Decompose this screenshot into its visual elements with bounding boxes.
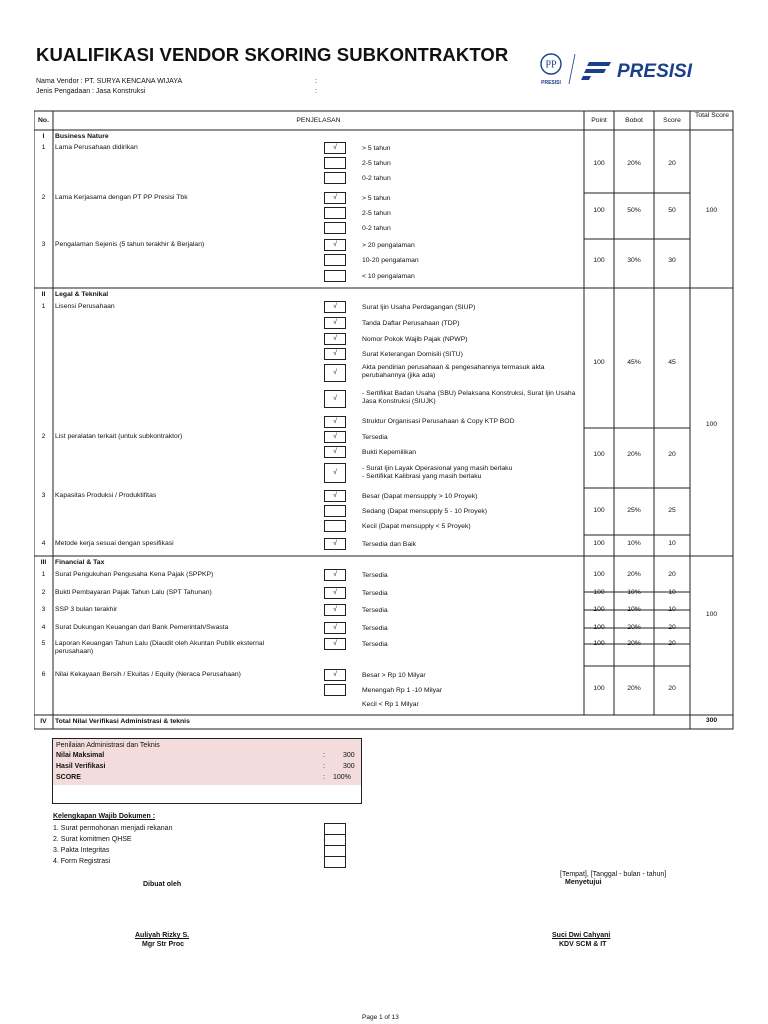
point-value: 100 bbox=[593, 451, 605, 458]
checkbox[interactable] bbox=[324, 207, 346, 219]
option-label: Tersedia bbox=[362, 607, 388, 614]
page-title: KUALIFIKASI VENDOR SKORING SUBKONTRAKTOR bbox=[36, 44, 509, 65]
section-total: 100 bbox=[705, 611, 718, 618]
section-no: I bbox=[42, 133, 45, 140]
checkbox[interactable]: √ bbox=[324, 490, 346, 502]
criterion-label: Surat Pengukuhan Pengusaha Kena Pajak (SPPKP) bbox=[55, 571, 214, 578]
section-label: Financial & Tax bbox=[55, 559, 105, 566]
option-label: Sedang (Dapat mensupply 5 - 10 Proyek) bbox=[362, 508, 488, 515]
option-label: Tersedia bbox=[362, 434, 388, 441]
criterion-no: 1 bbox=[41, 571, 46, 578]
checkbox[interactable]: √ bbox=[324, 301, 346, 313]
header-score: Score bbox=[663, 117, 681, 124]
checkbox[interactable]: √ bbox=[324, 142, 346, 154]
score-value: 20 bbox=[668, 685, 676, 692]
option-label: 0-2 tahun bbox=[362, 225, 391, 232]
right-signer-name: Suci Dwi Cahyani bbox=[552, 932, 611, 939]
bobot-value: 30% bbox=[627, 257, 641, 264]
option-label: Kecil (Dapat mensupply < 5 Proyek) bbox=[362, 523, 471, 530]
option-label: Besar > Rp 10 Milyar bbox=[362, 672, 426, 679]
checkbox[interactable] bbox=[324, 270, 346, 282]
criterion-no: 1 bbox=[41, 144, 46, 151]
document-item: 4. Form Registrasi bbox=[53, 858, 111, 865]
criterion-label: Surat Dukungan Keuangan dari Bank Pemerintah/Swasta bbox=[55, 624, 229, 631]
max-score-label: Nilai Maksimal bbox=[56, 752, 105, 759]
point-value: 100 bbox=[593, 571, 605, 578]
bobot-value: 10% bbox=[627, 540, 641, 547]
checkbox[interactable]: √ bbox=[324, 538, 346, 550]
made-by-label: Dibuat oleh bbox=[143, 881, 182, 888]
vendor-name: Nama Vendor : PT. SURYA KENCANA WIJAYA bbox=[36, 78, 183, 85]
criterion-label: Laporan Keuangan Tahun Lalu (Diaudit oleh Akuntan Publik eksternal perusahaan) bbox=[55, 640, 265, 655]
option-label: Kecil < Rp 1 Milyar bbox=[362, 701, 419, 708]
section-label: Business Nature bbox=[55, 133, 109, 140]
point-value: 100 bbox=[593, 507, 605, 514]
criterion-label: Pengalaman Sejenis (5 tahun terakhir & Berjalan) bbox=[55, 241, 205, 248]
bobot-value: 20% bbox=[627, 685, 641, 692]
point-value: 100 bbox=[593, 207, 605, 214]
checkbox[interactable] bbox=[324, 254, 346, 266]
checkbox[interactable] bbox=[324, 684, 346, 696]
checkbox[interactable]: √ bbox=[324, 317, 346, 329]
section-label: Legal & Teknikal bbox=[55, 291, 109, 298]
checkbox[interactable] bbox=[324, 157, 346, 169]
criterion-label: SSP 3 bulan terakhir bbox=[55, 606, 118, 613]
option-label: Tersedia dan Baik bbox=[362, 541, 417, 548]
criterion-label: Metode kerja sesuai dengan spesifikasi bbox=[55, 540, 174, 547]
option-label: - Surat Ijin Layak Operasional yang masih berlaku - Sertifikat Kalibrasi yang masih berlaku bbox=[362, 465, 513, 480]
procurement-type: Jenis Pengadaan : Jasa Konstruksi bbox=[36, 88, 146, 95]
point-value: 100 bbox=[593, 606, 605, 613]
option-label: Surat Ijin Usaha Perdagangan (SIUP) bbox=[362, 304, 476, 311]
section-no: III bbox=[40, 559, 47, 566]
option-label: Tersedia bbox=[362, 625, 388, 632]
score-value: 20 bbox=[668, 160, 676, 167]
pp-caption: PRESISI bbox=[541, 80, 561, 86]
place-date: [Tempat], [Tanggal - bulan - tahun] bbox=[560, 871, 667, 878]
criterion-no: 2 bbox=[41, 589, 46, 596]
checkbox[interactable]: √ bbox=[324, 604, 346, 616]
option-label: 2-5 tahun bbox=[362, 160, 391, 167]
section-total: 100 bbox=[705, 421, 718, 428]
option-label: 0-2 tahun bbox=[362, 175, 391, 182]
scoring-table bbox=[34, 110, 734, 730]
header-point: Point bbox=[591, 117, 607, 124]
company-logo bbox=[533, 52, 733, 92]
score-value: 20 bbox=[668, 624, 676, 631]
criterion-no: 3 bbox=[41, 241, 46, 248]
option-label: > 5 tahun bbox=[362, 145, 391, 152]
document-item: 2. Surat komitmen QHSE bbox=[53, 836, 132, 843]
score-value: 25 bbox=[668, 507, 676, 514]
criterion-no: 5 bbox=[41, 640, 46, 647]
vendor-colon: : bbox=[315, 78, 317, 85]
score-value: 50 bbox=[668, 207, 676, 214]
right-signer-role: KDV SCM & IT bbox=[559, 941, 607, 948]
score-value: 20 bbox=[668, 451, 676, 458]
verification-colon: : bbox=[323, 763, 325, 770]
grand-total-label: Total Nilai Verifikasi Administrasi & teknis bbox=[55, 718, 190, 725]
point-value: 100 bbox=[593, 589, 605, 596]
criterion-no: 2 bbox=[41, 194, 46, 201]
pp-mark: PP bbox=[545, 59, 557, 71]
criterion-label: List peralatan terkait (untuk subkontraktor) bbox=[55, 433, 183, 440]
option-label: > 20 pengalaman bbox=[362, 242, 415, 249]
score-value: 10 bbox=[668, 540, 676, 547]
checkbox[interactable] bbox=[324, 520, 346, 532]
checkbox[interactable] bbox=[324, 505, 346, 517]
procurement-colon: : bbox=[315, 88, 317, 95]
checkbox[interactable]: √ bbox=[324, 463, 346, 483]
document-item: 1. Surat permohonan menjadi rekanan bbox=[53, 825, 173, 832]
bobot-value: 10% bbox=[627, 589, 641, 596]
criterion-label: Lama Kerjasama dengan PT PP Presisi Tbk bbox=[55, 194, 188, 201]
criterion-no: 1 bbox=[41, 303, 46, 310]
option-label: - Sertifikat Badan Usaha (SBU) Pelaksana Konstruksi, Surat Ijin Usaha Jasa Konstruksi (SIUJK) bbox=[362, 390, 576, 405]
point-value: 100 bbox=[593, 540, 605, 547]
pp-logo-icon bbox=[533, 52, 733, 92]
section-no: II bbox=[41, 291, 46, 298]
page-number: Page 1 of 13 bbox=[362, 1014, 399, 1021]
checkbox[interactable]: √ bbox=[324, 446, 346, 458]
bobot-value: 10% bbox=[627, 606, 641, 613]
option-label: Struktur Organisasi Perusahaan & Copy KTP BOD bbox=[362, 418, 515, 425]
criterion-no: 3 bbox=[41, 492, 46, 499]
option-label: 2-5 tahun bbox=[362, 210, 391, 217]
bobot-value: 20% bbox=[627, 624, 641, 631]
bobot-value: 20% bbox=[627, 451, 641, 458]
max-score-colon: : bbox=[323, 752, 325, 759]
checkbox[interactable]: √ bbox=[324, 239, 346, 251]
document-item: 3. Pakta Integritas bbox=[53, 847, 110, 854]
assessment-summary bbox=[52, 738, 362, 804]
criterion-label: Lisensi Perusahaan bbox=[55, 303, 115, 310]
option-label: Nomor Pokok Wajib Pajak (NPWP) bbox=[362, 336, 468, 343]
point-value: 100 bbox=[593, 160, 605, 167]
point-value: 100 bbox=[593, 685, 605, 692]
checkbox[interactable]: √ bbox=[324, 569, 346, 581]
criterion-no: 3 bbox=[41, 606, 46, 613]
criterion-label: Nilai Kekayaan Bersih / Ekuitas / Equity (Neraca Perusahaan) bbox=[55, 671, 241, 678]
checkbox[interactable]: √ bbox=[324, 669, 346, 681]
checkbox[interactable]: √ bbox=[324, 431, 346, 443]
criterion-no: 2 bbox=[41, 433, 46, 440]
checkbox[interactable]: √ bbox=[324, 364, 346, 382]
point-value: 100 bbox=[593, 624, 605, 631]
option-label: > 5 tahun bbox=[362, 195, 391, 202]
option-label: 10-20 pengalaman bbox=[362, 257, 419, 264]
checkbox[interactable]: √ bbox=[324, 638, 346, 650]
option-label: Surat Keterangan Domisili (SITU) bbox=[362, 351, 463, 358]
option-label: Tersedia bbox=[362, 641, 388, 648]
criterion-no: 4 bbox=[41, 624, 46, 631]
checkbox[interactable]: √ bbox=[324, 587, 346, 599]
bobot-value: 20% bbox=[627, 640, 641, 647]
max-score-value: 300 bbox=[343, 752, 355, 759]
documents-title: Kelengkapan Wajib Dokumen : bbox=[53, 813, 156, 820]
score-label: SCORE bbox=[56, 774, 81, 781]
bobot-value: 50% bbox=[627, 207, 641, 214]
option-label: Tanda Daftar Perusahaan (TDP) bbox=[362, 320, 460, 327]
document-checkbox[interactable] bbox=[324, 856, 346, 868]
section-no: IV bbox=[40, 718, 47, 725]
checkbox[interactable]: √ bbox=[324, 333, 346, 345]
bobot-value: 25% bbox=[627, 507, 641, 514]
option-label: Tersedia bbox=[362, 590, 388, 597]
option-label: Besar (Dapat mensupply > 10 Proyek) bbox=[362, 493, 478, 500]
score-value: 10 bbox=[668, 606, 676, 613]
option-label: < 10 pengalaman bbox=[362, 273, 415, 280]
option-label: Bukti Kepemilikan bbox=[362, 449, 417, 456]
criterion-label: Bukti Pembayaran Pajak Tahun Lalu (SPT Tahunan) bbox=[55, 589, 212, 596]
criterion-label: Kapasitas Produksi / Produktifitas bbox=[55, 492, 157, 499]
approved-by-label: Menyetujui bbox=[565, 879, 602, 886]
point-value: 100 bbox=[593, 257, 605, 264]
checkbox[interactable] bbox=[324, 222, 346, 234]
point-value: 100 bbox=[593, 359, 605, 366]
score-value: 20 bbox=[668, 640, 676, 647]
header-no: No. bbox=[38, 117, 49, 124]
section-total: 100 bbox=[705, 207, 718, 214]
checkbox[interactable] bbox=[324, 172, 346, 184]
score-value: 30 bbox=[668, 257, 676, 264]
option-label: Menengah Rp 1 -10 Milyar bbox=[362, 687, 443, 694]
criterion-no: 4 bbox=[41, 540, 46, 547]
left-signer-name: Auliyah Rizky S. bbox=[135, 932, 190, 939]
header-bobot: Bobot bbox=[625, 117, 643, 124]
bobot-value: 20% bbox=[627, 571, 641, 578]
left-signer-role: Mgr Str Proc bbox=[142, 941, 185, 948]
checkbox[interactable]: √ bbox=[324, 348, 346, 360]
header-total-score: Total Score bbox=[694, 112, 729, 119]
criterion-no: 6 bbox=[41, 671, 46, 678]
option-label: Tersedia bbox=[362, 572, 388, 579]
bobot-value: 20% bbox=[627, 160, 641, 167]
header-penjelasan: PENJELASAN bbox=[296, 117, 341, 124]
brand-name: PRESISI bbox=[617, 61, 692, 82]
score-value: 10 bbox=[668, 589, 676, 596]
verification-label: Hasil Verifikasi bbox=[56, 763, 106, 770]
checkbox[interactable]: √ bbox=[324, 622, 346, 634]
score-value: 45 bbox=[668, 359, 676, 366]
point-value: 100 bbox=[593, 640, 605, 647]
checkbox[interactable]: √ bbox=[324, 192, 346, 204]
checkbox[interactable]: √ bbox=[324, 416, 346, 428]
verification-value: 300 bbox=[343, 763, 355, 770]
score-value: 20 bbox=[668, 571, 676, 578]
bobot-value: 45% bbox=[627, 359, 641, 366]
option-label: Akta pendirian perusahaan & pengesahannya termasuk akta perubahannya (jika ada) bbox=[362, 364, 545, 379]
criterion-label: Lama Perusahaan didirikan bbox=[55, 144, 138, 151]
checkbox[interactable]: √ bbox=[324, 390, 346, 408]
score-percent: 100% bbox=[333, 774, 351, 781]
assessment-title: Penilaian Administrasi dan Teknis bbox=[56, 742, 160, 749]
grand-total-value: 300 bbox=[705, 717, 718, 724]
score-colon: : bbox=[323, 774, 325, 781]
